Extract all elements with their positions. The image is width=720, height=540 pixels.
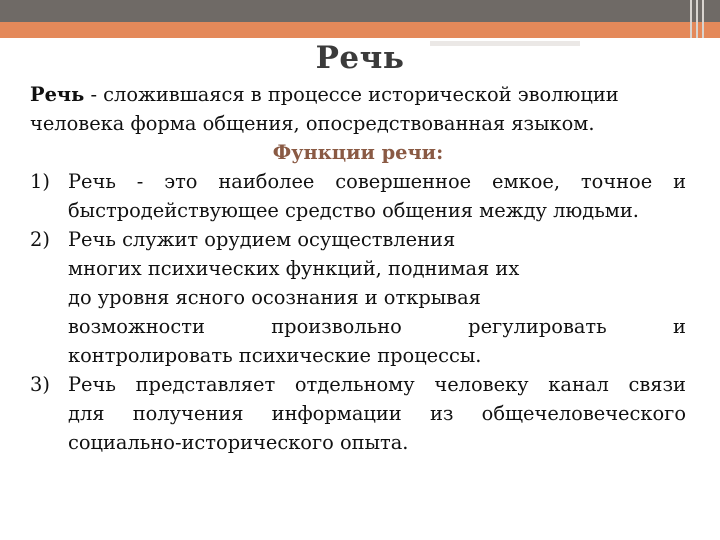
definition-text: - сложившаяся в процессе исторической эволюции: [84, 83, 619, 106]
list-item: [30, 167, 686, 225]
header-accent-band: [0, 22, 720, 38]
list-item-line: Речь - это наиболее совершенное емкое, точное и: [68, 170, 686, 193]
list-item-number: 2): [30, 228, 50, 251]
list-item: [30, 225, 686, 370]
list-item-number: 3): [30, 373, 50, 396]
section-subtitle: Функции речи:: [272, 141, 444, 164]
list-item-line: Речь служит орудием осуществления: [68, 228, 456, 251]
list-item-line: быстродействующее средство общения между людьми.: [68, 199, 639, 222]
list-item-line: до уровня ясного осознания и открывая: [68, 286, 481, 309]
list-item: [30, 370, 686, 457]
header-dark-band: [0, 0, 720, 22]
list-item-line: возможности произвольно регулировать и: [68, 315, 686, 338]
list-item-line: социально-исторического опыта.: [68, 431, 409, 454]
slide-body: [30, 80, 686, 457]
list-item-line: многих психических функций, поднимая их: [68, 257, 520, 280]
list-item-line: контролировать психические процессы.: [68, 344, 482, 367]
definition-paragraph: [30, 80, 686, 138]
list-item-line: Речь представляет отдельному человеку канал связи: [68, 373, 686, 396]
definition-line-2: человека форма общения, опосредствованная языком.: [30, 112, 595, 135]
list-item-number: 1): [30, 170, 50, 193]
list-item-line: для получения информации из общечеловеческого: [68, 402, 686, 425]
header-decorative-lines: [690, 0, 704, 38]
slide-title: Речь: [315, 40, 405, 76]
definition-line-1: [30, 80, 686, 109]
definition-term: Речь: [30, 83, 85, 106]
